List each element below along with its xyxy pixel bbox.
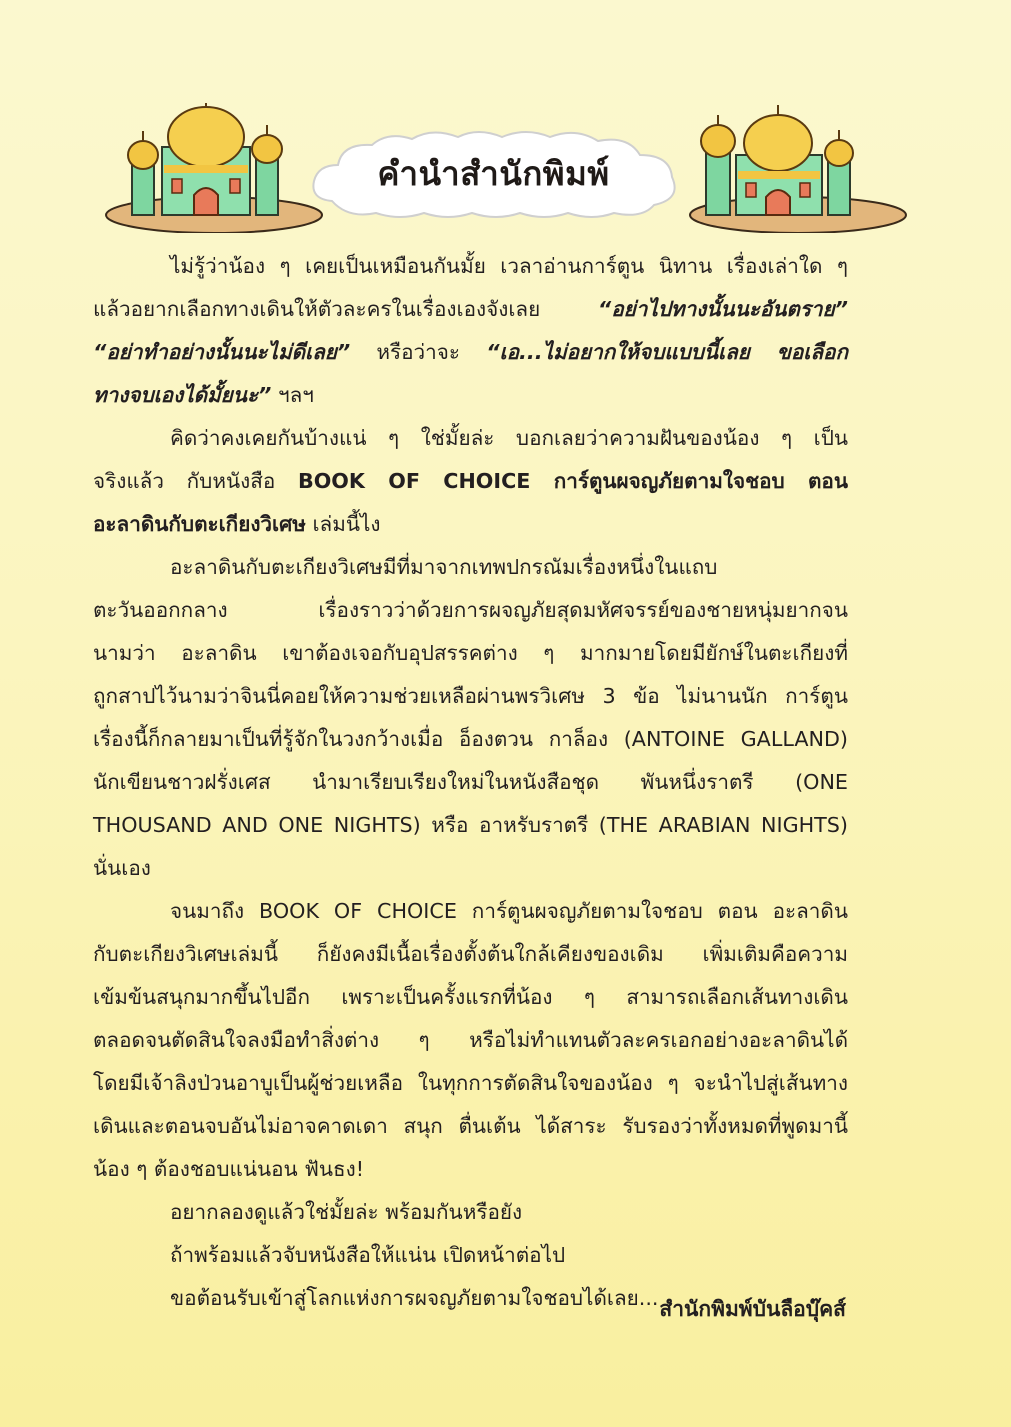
text-segment: คิดว่าคงเคยกันบ้างแน่ ๆ ใช่มั้ยล่ะ บอกเลยว่าความฝันของน้อง ๆ เป็น [170, 426, 848, 450]
text-line: นั่นเอง [93, 856, 151, 880]
palace-right-illustration [688, 103, 908, 233]
text-line: โดยมีเจ้าลิงป่วนอาบูเป็นผู้ช่วยเหลือ ในทุกการตัดสินใจของน้อง ๆ จะนำไปสู่เส้นทาง [93, 1071, 848, 1095]
palace-left-illustration [104, 103, 324, 233]
book-title-text: อะลาดินกับตะเกียงวิเศษ [93, 512, 306, 536]
paragraph [93, 417, 848, 546]
text-line: เข้มข้นสนุกมากขึ้นไปอีก เพราะเป็นครั้งแรกที่น้อง ๆ สามารถเลือกเส้นทางเดิน [93, 985, 848, 1009]
emphasis-text: “อย่าทำอย่างนั้นนะไม่ดีเลย” [93, 340, 351, 364]
text-line [93, 288, 848, 331]
text-line: ถูกสาปไว้นามว่าจินนี่คอยให้ความช่วยเหลือผ่านพรวิเศษ 3 ข้อ ไม่นานนัก การ์ตูน [93, 684, 848, 708]
text-segment: หรือว่าจะ [350, 340, 487, 364]
emphasis-text: “อย่าไปทางนั้นนะอันตราย” [597, 297, 848, 321]
page-title: คำนำสำนักพิมพ์ [377, 154, 610, 193]
text-line [93, 331, 848, 374]
paragraph [93, 546, 848, 890]
text-line [93, 503, 848, 546]
text-line [93, 460, 848, 503]
title-cloud [302, 129, 685, 221]
text-segment: แล้วอยากเลือกทางเดินให้ตัวละครในเรื่องเองจังเลย [93, 297, 598, 321]
text-line: เดินและตอนจบอันไม่อาจคาดเดา สนุก ตื่นเต้น ได้สาระ รับรองว่าทั้งหมดที่พูดมานี้ [93, 1114, 848, 1138]
text-line: น้อง ๆ ต้องชอบแน่นอน ฟันธง! [93, 1157, 365, 1181]
text-line [93, 417, 848, 460]
text-line: จนมาถึง BOOK OF CHOICE การ์ตูนผจญภัยตามใจชอบ ตอน อะลาดิน [170, 899, 848, 923]
text-segment: ไม่รู้ว่าน้อง ๆ เคยเป็นเหมือนกันมั้ย เวลาอ่านการ์ตูน นิทาน เรื่องเล่าใด ๆ [170, 254, 848, 278]
text-segment: เล่มนี้ไง [305, 512, 381, 536]
text-line: อะลาดินกับตะเกียงวิเศษมีที่มาจากเทพปกรณัมเรื่องหนึ่งในแถบ [170, 555, 718, 579]
text-segment: ฯลฯ [271, 383, 314, 407]
paragraph [93, 890, 848, 1191]
body-text [93, 245, 848, 1320]
text-line: นามว่า อะลาดิน เขาต้องเจอกับอุปสรรคต่าง ๆ มากมายโดยมียักษ์ในตะเกียงที่ [93, 641, 848, 665]
paragraph [93, 245, 848, 417]
text-line: กับตะเกียงวิเศษเล่มนี้ ก็ยังคงมีเนื้อเรื่องตั้งต้นใกล้เคียงของเดิม เพิ่มเติมคือความ [93, 942, 848, 966]
text-line: ถ้าพร้อมแล้วจับหนังสือให้แน่น เปิดหน้าต่อไป [170, 1243, 566, 1267]
text-line: ตะวันออกกลาง เรื่องราวว่าด้วยการผจญภัยสุดมหัศจรรย์ของชายหนุ่มยากจน [93, 598, 848, 622]
emphasis-text: ทางจบเองได้มั้ยนะ” [93, 383, 272, 407]
text-line [93, 245, 848, 288]
publisher-signature: สำนักพิมพ์บันลือบุ๊คส์ [659, 1297, 846, 1321]
text-line: THOUSAND AND ONE NIGHTS) หรือ อาหรับราตรี (THE ARABIAN NIGHTS) [93, 813, 848, 837]
text-segment: จริงแล้ว กับหนังสือ [93, 469, 298, 493]
text-line [93, 374, 848, 417]
text-line: นักเขียนชาวฝรั่งเศส นำมาเรียบเรียงใหม่ในหนังสือชุด พันหนึ่งราตรี (ONE [93, 770, 848, 794]
text-line: เรื่องนี้ก็กลายมาเป็นที่รู้จักในวงกว้างเมื่อ อ็องตวน กาล็อง (ANTOINE GALLAND) [93, 727, 848, 751]
text-line: ขอต้อนรับเข้าสู่โลกแห่งการผจญภัยตามใจชอบได้เลย... [170, 1286, 659, 1310]
emphasis-text: “เอ...ไม่อยากให้จบแบบนี้เลย ขอเลือก [486, 340, 848, 364]
text-line: อยากลองดูแล้วใช่มั้ยล่ะ พร้อมกันหรือยัง [170, 1200, 523, 1224]
header [0, 95, 1011, 245]
book-title-text: BOOK OF CHOICE การ์ตูนผจญภัยตามใจชอบ ตอน [297, 469, 849, 493]
text-line: ตลอดจนตัดสินใจลงมือทำสิ่งต่าง ๆ หรือไม่ทำแทนตัวละครเอกอย่างอะลาดินได้ [93, 1028, 848, 1052]
